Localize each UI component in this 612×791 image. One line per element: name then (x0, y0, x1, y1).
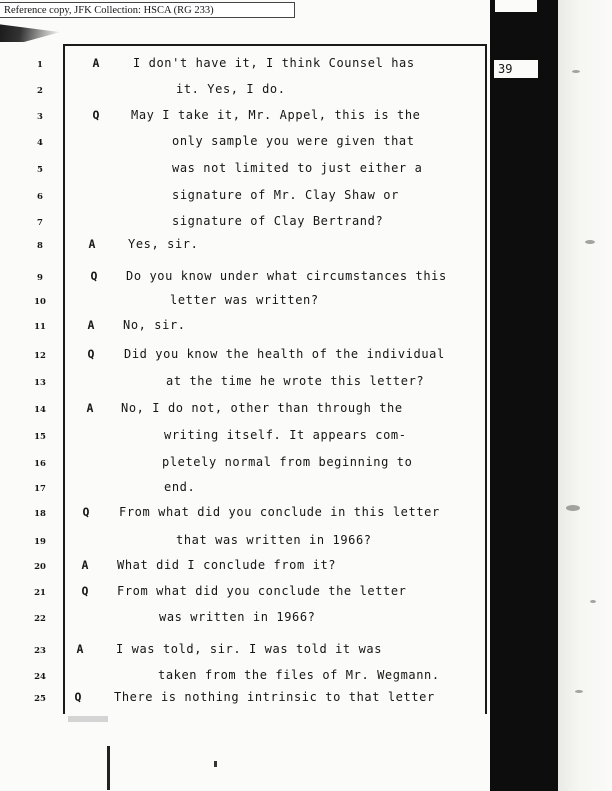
line-number: 13 (34, 378, 46, 388)
speaker-label: Q (87, 347, 95, 361)
transcript-line-text: What did I conclude from it? (117, 558, 337, 572)
transcript-line-text: was written in 1966? (159, 610, 316, 624)
scan-mark (214, 761, 217, 767)
transcript-line-text: only sample you were given that (172, 134, 415, 148)
transcript-line-text: signature of Clay Bertrand? (172, 214, 384, 228)
scan-dark-band (490, 0, 558, 791)
line-number: 1 (37, 60, 43, 70)
transcript-line-text: Did you know the health of the individual (124, 347, 445, 361)
transcript-line-text: I was told, sir. I was told it was (116, 642, 383, 656)
transcript-line-text: signature of Mr. Clay Shaw or (172, 188, 399, 202)
line-number: 4 (37, 138, 43, 148)
scan-band-gap (495, 0, 537, 12)
scan-smudge (68, 716, 108, 722)
transcript-line-text: There is nothing intrinsic to that letter (114, 690, 435, 704)
line-number: 5 (37, 165, 43, 175)
transcript-line-text: at the time he wrote this letter? (166, 374, 425, 388)
scan-mark (107, 746, 110, 790)
scan-speck (566, 505, 580, 511)
line-number: 12 (34, 351, 46, 361)
line-number: 15 (34, 432, 46, 442)
speaker-label: A (88, 237, 96, 251)
transcript-line-text: letter was written? (170, 293, 319, 307)
speaker-label: Q (82, 505, 90, 519)
line-number: 23 (34, 646, 46, 656)
scan-speck (575, 690, 583, 693)
line-number: 6 (37, 192, 43, 202)
page-number: 39 (494, 60, 538, 78)
speaker-label: Q (81, 584, 89, 598)
line-number: 19 (34, 537, 46, 547)
transcript-line-text: end. (164, 480, 196, 494)
scan-margin-right (558, 0, 612, 791)
line-number: 8 (37, 241, 43, 251)
speaker-label: Q (90, 269, 98, 283)
transcript-line-text: No, sir. (123, 318, 186, 332)
line-number: 24 (34, 672, 46, 682)
line-number: 21 (34, 588, 46, 598)
reference-copy-label: Reference copy, JFK Collection: HSCA (RG 233) (0, 2, 295, 18)
line-number: 9 (37, 273, 43, 283)
transcript-line-text: pletely normal from beginning to (162, 455, 413, 469)
transcript-line-text: Do you know under what circumstances this (126, 269, 447, 283)
transcript-line-text: From what did you conclude in this letter (119, 505, 440, 519)
line-number: 17 (34, 484, 46, 494)
transcript-line-text: Yes, sir. (128, 237, 199, 251)
line-number: 14 (34, 405, 46, 415)
line-number: 18 (34, 509, 46, 519)
speaker-label: A (76, 642, 84, 656)
transcript-line-text: writing itself. It appears com- (164, 428, 407, 442)
line-number: 7 (37, 218, 43, 228)
speaker-label: A (87, 318, 95, 332)
line-number: 2 (37, 86, 43, 96)
line-number: 25 (34, 694, 46, 704)
transcript-line-text: that was written in 1966? (176, 533, 372, 547)
line-number: 3 (37, 112, 43, 122)
speaker-label: A (92, 56, 100, 70)
line-number: 20 (34, 562, 46, 572)
scan-smudge (0, 20, 60, 42)
speaker-label: Q (92, 108, 100, 122)
speaker-label: Q (74, 690, 82, 704)
line-number: 16 (34, 459, 46, 469)
line-number: 10 (34, 297, 46, 307)
transcript-line-text: taken from the files of Mr. Wegmann. (158, 668, 440, 682)
transcript-line-text: it. Yes, I do. (176, 82, 286, 96)
transcript-line-text: May I take it, Mr. Appel, this is the (131, 108, 421, 122)
scan-speck (590, 600, 596, 603)
scan-speck (585, 240, 595, 244)
line-number: 11 (34, 322, 46, 332)
transcript-line-text: was not limited to just either a (172, 161, 423, 175)
speaker-label: A (86, 401, 94, 415)
line-number: 22 (34, 614, 46, 624)
transcript-line-text: I don't have it, I think Counsel has (133, 56, 415, 70)
scan-speck (572, 70, 580, 73)
speaker-label: A (81, 558, 89, 572)
transcript-line-text: No, I do not, other than through the (121, 401, 403, 415)
transcript-line-text: From what did you conclude the letter (117, 584, 407, 598)
